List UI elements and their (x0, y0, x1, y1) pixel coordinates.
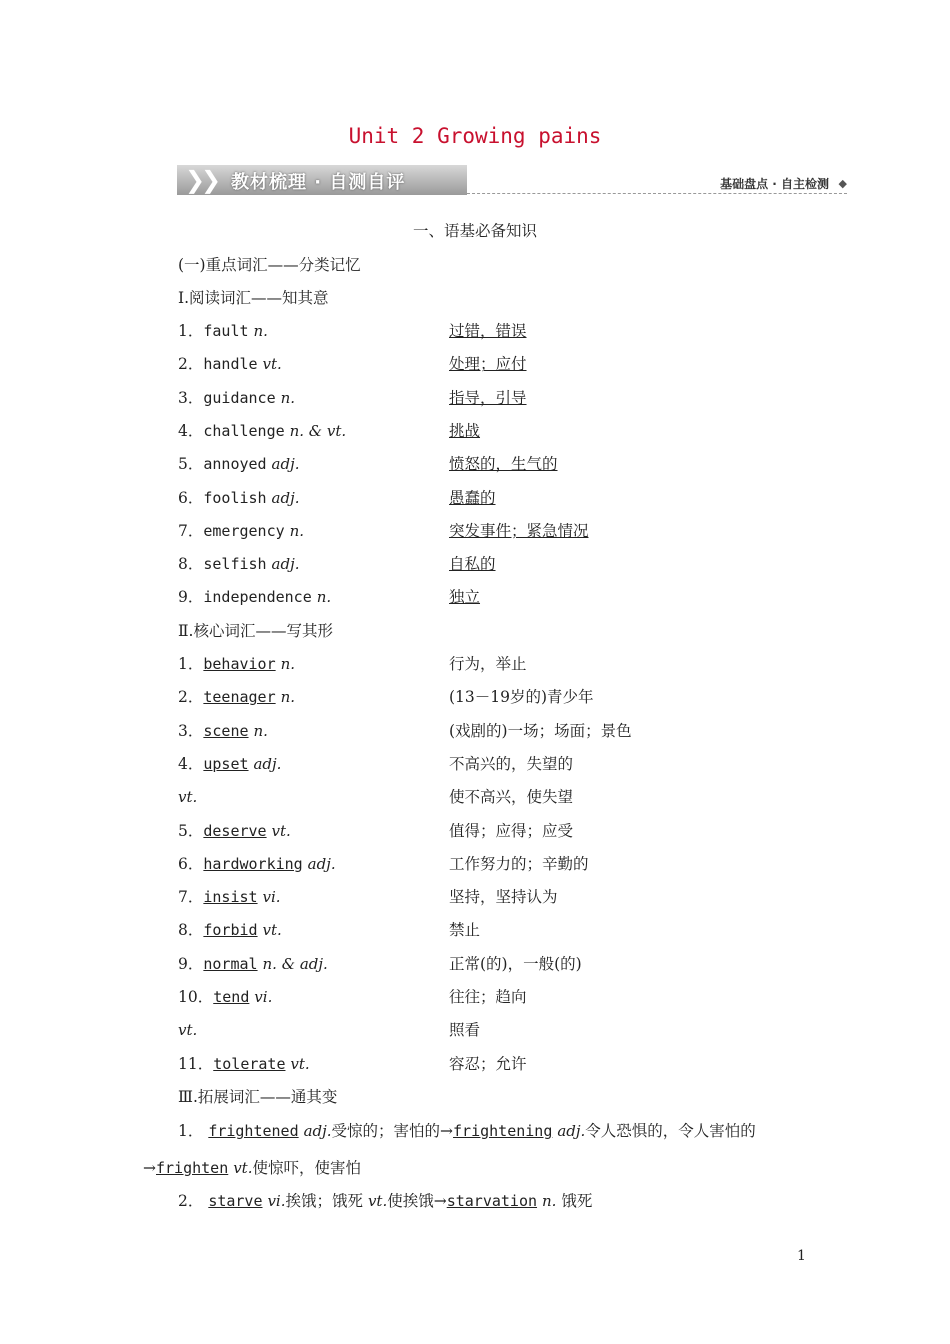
section-banner (177, 163, 849, 197)
part-of-speech: n. & adj. (262, 954, 328, 973)
part-of-speech: n. (289, 521, 305, 540)
answer-word: starvation (446, 1192, 538, 1210)
vocab-word: scene (203, 721, 249, 740)
vocab-meaning: 愚蠢的 (449, 488, 496, 507)
vocab-row (178, 887, 281, 907)
answer-word: frightening (453, 1122, 553, 1140)
part-of-speech: adj. (253, 754, 282, 773)
page-number: 1 (797, 1248, 806, 1264)
item-number: 8． (178, 555, 204, 574)
part-of-speech: n. (541, 1192, 557, 1210)
part-of-speech: vt. (271, 821, 291, 840)
vocab-meaning: 行为，举止 (449, 655, 527, 673)
meaning: 挨饿；饿死 (285, 1192, 363, 1210)
part-of-speech: n. (280, 388, 295, 407)
vocab-row (178, 954, 328, 974)
part-of-speech: n. (280, 655, 295, 673)
vocab-row (178, 454, 300, 474)
vocab-row (178, 488, 300, 508)
vocab-meaning: 愤怒的，生气的 (449, 455, 558, 474)
item-number: 5． (178, 821, 204, 840)
item-number: 4． (178, 421, 204, 440)
vocab-meaning: 工作努力的；辛勤的 (449, 854, 589, 873)
item-number: 1． (178, 322, 204, 340)
part-of-speech: vt. (233, 1159, 253, 1177)
vocab-word: teenager (203, 688, 276, 707)
item-number: 8． (178, 921, 204, 940)
item-number: 2． (178, 688, 204, 707)
vocab-row (178, 754, 281, 774)
vocab-row (178, 587, 331, 607)
answer-word: frighten (156, 1159, 229, 1177)
vocab-word: selfish (203, 555, 267, 574)
meaning: 令人恐惧的，令人害怕的 (585, 1122, 756, 1140)
vocab-row (178, 1020, 197, 1040)
meaning: 饿死 (561, 1192, 593, 1210)
vocab-row (178, 721, 268, 741)
part-of-speech: vt. (178, 788, 198, 807)
meaning: 使挨饿→ (387, 1192, 447, 1210)
vocab-word: tend (213, 988, 250, 1006)
part-of-speech: adj. (271, 555, 300, 574)
vocab-meaning: 往往；趋向 (449, 988, 527, 1006)
part-of-speech: adj. (303, 1122, 332, 1140)
banner-left-text: 教材梳理 · 自测自评 (231, 172, 406, 193)
part-of-speech: n. (316, 588, 332, 607)
vocab-meaning: 正常(的)，一般(的) (449, 954, 582, 973)
chevron-right-icon: ❯ (185, 166, 206, 194)
vocab-meaning: 照看 (449, 1021, 481, 1040)
vocab-meaning: 指导，引导 (449, 388, 527, 407)
vocab-row (178, 421, 346, 441)
item-number: 1． (178, 1122, 204, 1140)
item-number: 7． (178, 888, 204, 907)
vocab-meaning: 坚持，坚持认为 (449, 888, 558, 907)
part-of-speech: vt. (178, 1021, 198, 1040)
vocab-meaning: 突发事件；紧急情况 (449, 521, 589, 540)
answer-word: frightened (208, 1122, 299, 1140)
vocab-meaning: (戏剧的)一场；场面；景色 (449, 721, 632, 740)
extended-item-1 (178, 1121, 756, 1141)
item-number: 6． (178, 488, 204, 507)
part-of-speech: n. (253, 322, 268, 340)
vocab-word: behavior (203, 655, 276, 673)
meaning: 受惊的；害怕的→ (331, 1122, 454, 1140)
part-of-speech: vi. (254, 988, 273, 1006)
subpart-heading-2: Ⅱ.核心词汇——写其形 (178, 622, 333, 640)
vocab-word: foolish (203, 488, 267, 507)
vocab-meaning: 容忍；允许 (449, 1054, 527, 1073)
part-of-speech: adj. (557, 1122, 586, 1140)
document-title: Unit 2 Growing pains (348, 124, 602, 148)
part-of-speech: vi. (262, 888, 281, 907)
vocab-row (178, 321, 268, 341)
vocab-word: hardworking (203, 854, 303, 873)
meaning: 使惊吓，使害怕 (252, 1159, 361, 1177)
part-of-speech: adj. (271, 488, 300, 507)
vocab-word: insist (203, 888, 258, 907)
subpart-heading-1: Ⅰ.阅读词汇——知其意 (178, 289, 329, 307)
vocab-meaning: 使不高兴，使失望 (449, 788, 574, 807)
vocab-row (178, 354, 282, 374)
vocab-word: annoyed (203, 455, 267, 474)
vocab-row (178, 987, 272, 1007)
part-of-speech: adj. (271, 455, 300, 474)
vocab-meaning: (13－19岁的)青少年 (449, 688, 594, 707)
vocab-word: challenge (203, 421, 285, 440)
vocab-meaning: 禁止 (449, 921, 481, 940)
diamond-icon: ◆ (838, 177, 847, 190)
vocab-word: emergency (203, 521, 285, 540)
item-number: 4． (178, 754, 204, 773)
part-of-speech: vt. (367, 1192, 388, 1210)
subpart-heading-3: Ⅲ.拓展词汇——通其变 (178, 1088, 338, 1106)
extended-item-2 (178, 1191, 592, 1211)
item-number: 3． (178, 388, 204, 407)
part-of-speech: n. & vt. (289, 421, 347, 440)
vocab-word: normal (203, 954, 258, 973)
section-heading: 一、语基必备知识 (412, 222, 537, 240)
vocab-row (178, 821, 291, 841)
vocab-word: fault (203, 322, 249, 340)
extended-item-1-cont (143, 1158, 361, 1178)
part-of-speech: adj. (307, 854, 336, 873)
vocab-meaning: 不高兴的，失望的 (449, 754, 574, 773)
vocab-row (178, 854, 336, 874)
item-number: 1． (178, 655, 204, 673)
vocab-word: tolerate (213, 1054, 286, 1073)
vocab-word: forbid (203, 921, 258, 940)
part-of-speech: vt. (262, 921, 282, 940)
vocab-word: guidance (203, 388, 276, 407)
vocab-row (178, 787, 197, 807)
vocab-word: upset (203, 754, 249, 773)
part-of-speech: n. (253, 721, 268, 740)
vocab-meaning: 自私的 (449, 555, 496, 574)
part-of-speech: vt. (262, 355, 282, 374)
vocab-word: handle (203, 355, 258, 374)
answer-word: starve (208, 1192, 263, 1210)
arrow-right-icon: → (143, 1159, 156, 1177)
item-number: 2． (178, 1192, 204, 1210)
vocab-word: deserve (203, 821, 267, 840)
vocab-row (178, 388, 295, 408)
item-number: 9． (178, 588, 204, 607)
item-number: 9． (178, 954, 204, 973)
item-number: 10． (178, 988, 214, 1006)
banner-right-text: 基础盘点 · 自主检测 (720, 177, 829, 191)
part-of-speech: n. (280, 688, 295, 707)
vocab-meaning: 值得；应得；应受 (449, 821, 574, 840)
item-number: 3． (178, 721, 204, 740)
vocab-row (178, 1054, 310, 1074)
vocab-row (178, 687, 295, 707)
item-number: 7． (178, 521, 204, 540)
part-of-speech: vi. (267, 1192, 286, 1210)
item-number: 11． (178, 1054, 214, 1073)
vocab-meaning: 独立 (449, 588, 481, 607)
vocab-meaning: 处理；应付 (449, 355, 527, 374)
vocab-row (178, 521, 304, 541)
vocab-word: independence (203, 588, 312, 607)
part-heading: (一)重点词汇——分类记忆 (178, 256, 361, 274)
item-number: 2． (178, 355, 204, 374)
vocab-row (178, 654, 295, 674)
banner-divider (467, 193, 847, 194)
vocab-meaning: 过错，错误 (449, 322, 527, 340)
item-number: 5． (178, 455, 204, 474)
part-of-speech: vt. (290, 1054, 310, 1073)
vocab-row (178, 554, 300, 574)
chevron-right-icon: ❯ (201, 166, 222, 194)
item-number: 6． (178, 854, 204, 873)
vocab-row (178, 920, 282, 940)
vocab-meaning: 挑战 (449, 421, 481, 440)
